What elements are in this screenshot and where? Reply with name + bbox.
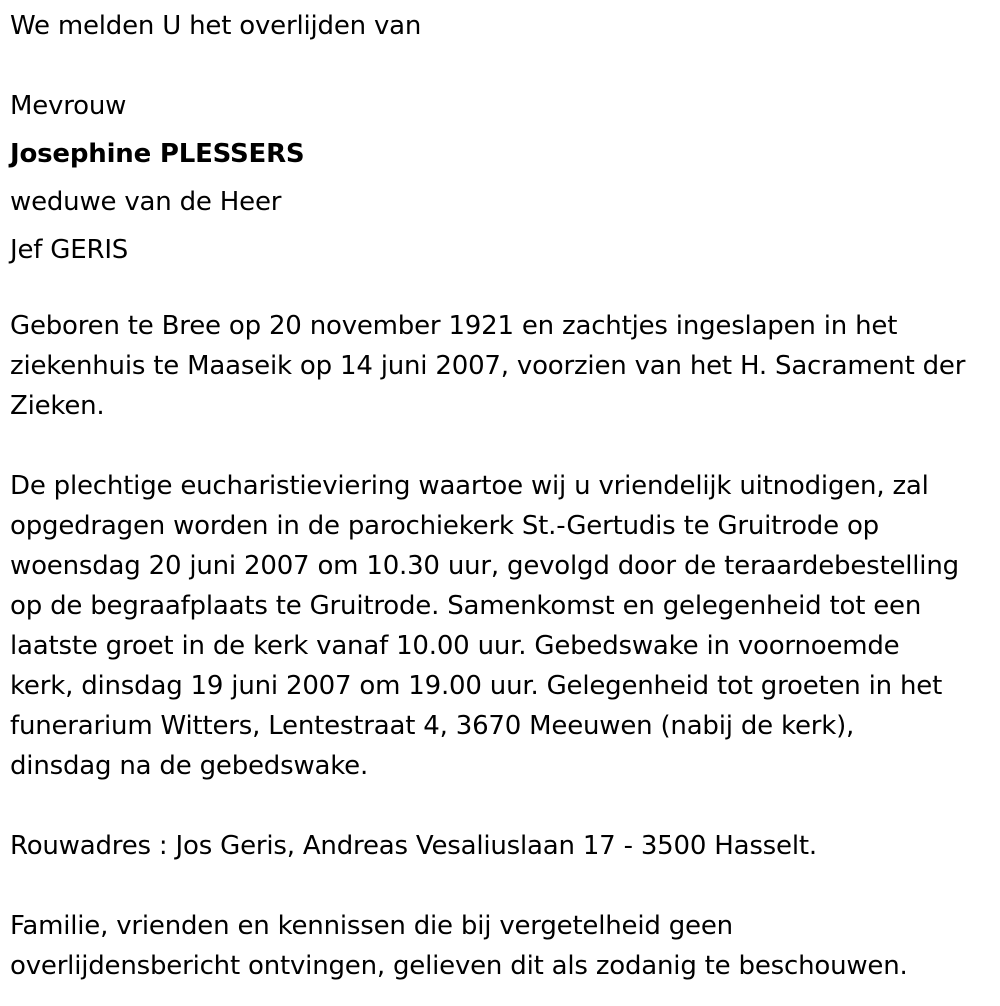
- paragraph-line: funerarium Witters, Lentestraat 4, 3670 Meeuwen (nabij de kerk),: [10, 711, 855, 741]
- spouse-name: Jef GERIS: [10, 235, 129, 265]
- paragraph-line: Zieken.: [10, 391, 105, 421]
- paragraph-line: kerk, dinsdag 19 juni 2007 om 19.00 uur. Gelegenheid tot groeten in het: [10, 671, 943, 701]
- paragraph-line: Familie, vrienden en kennissen die bij vergetelheid geen: [10, 911, 733, 941]
- relation-text: weduwe van de Heer: [10, 187, 282, 217]
- paragraph-line: laatste groet in de kerk vanaf 10.00 uur. Gebedswake in voornoemde: [10, 631, 900, 661]
- birth-paragraph: [10, 306, 994, 426]
- mourning-address: Rouwadres : Jos Geris, Andreas Vesaliuslaan 17 - 3500 Hasselt.: [10, 831, 817, 861]
- deceased-block: [10, 82, 994, 274]
- closing-paragraph: [10, 906, 994, 986]
- paragraph-line: Geboren te Bree op 20 november 1921 en zachtjes ingeslapen in het: [10, 311, 898, 341]
- deceased-name: Josephine PLESSERS: [10, 139, 305, 169]
- paragraph-line: woensdag 20 juni 2007 om 10.30 uur, gevolgd door de teraardebestelling: [10, 551, 959, 581]
- paragraph-line: ziekenhuis te Maaseik op 14 juni 2007, voorzien van het H. Sacrament der: [10, 351, 966, 381]
- honorific: Mevrouw: [10, 91, 127, 121]
- paragraph-line: dinsdag na de gebedswake.: [10, 751, 369, 781]
- service-paragraph: [10, 466, 994, 786]
- paragraph-line: op de begraafplaats te Gruitrode. Samenkomst en gelegenheid tot een: [10, 591, 922, 621]
- paragraph-line: overlijdensbericht ontvingen, gelieven dit als zodanig te beschouwen.: [10, 951, 908, 981]
- paragraph-line: De plechtige eucharistieviering waartoe wij u vriendelijk uitnodigen, zal: [10, 471, 929, 501]
- paragraph-line: opgedragen worden in de parochiekerk St.-Gertudis te Gruitrode op: [10, 511, 879, 541]
- intro-text: We melden U het overlijden van: [10, 11, 422, 41]
- address-paragraph: [10, 826, 994, 866]
